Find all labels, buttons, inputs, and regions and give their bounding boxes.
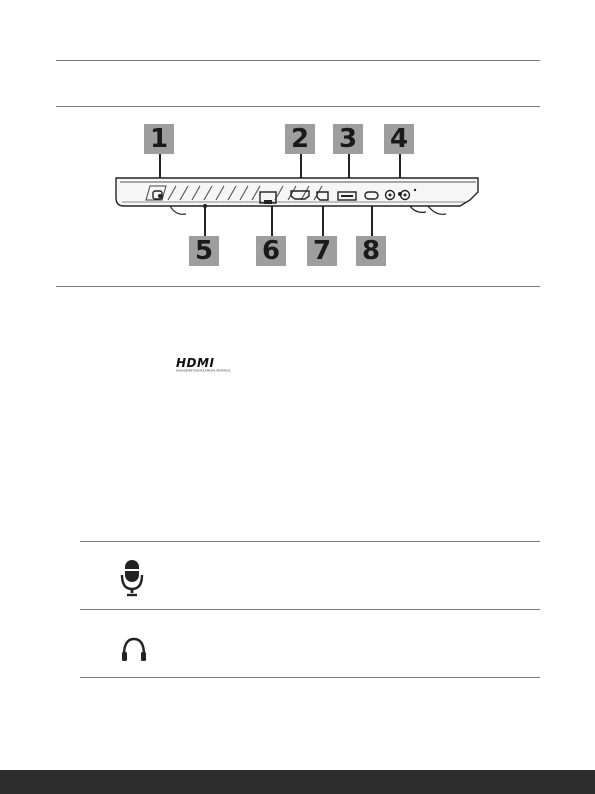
page-footer-band [0,770,595,794]
table-middle-rule [80,609,540,610]
figure-bottom-rule [56,286,540,287]
laptop-left-side-illustration [110,170,480,220]
callout-3: 3 [333,124,363,154]
hdmi-logo-tagline: HIGH-DEFINITION MULTIMEDIA INTERFACE [176,369,231,372]
callout-1: 1 [144,124,174,154]
callout-8: 8 [356,236,386,266]
hdmi-logo-word: HDMI [176,356,215,370]
microphone-icon [118,558,146,598]
table-top-rule [80,541,540,542]
top-rule [56,60,540,61]
leader-dot-5 [203,204,207,208]
hdmi-logo [176,356,232,372]
callout-2: 2 [285,124,315,154]
headphone-icon [120,635,148,665]
figure-top-rule [56,106,540,107]
callout-4: 4 [384,124,414,154]
leader-dot-1 [158,194,162,198]
callout-7: 7 [307,236,337,266]
callout-5: 5 [189,236,219,266]
table-bottom-rule [80,677,540,678]
leader-dot-4 [398,192,402,196]
callout-6: 6 [256,236,286,266]
